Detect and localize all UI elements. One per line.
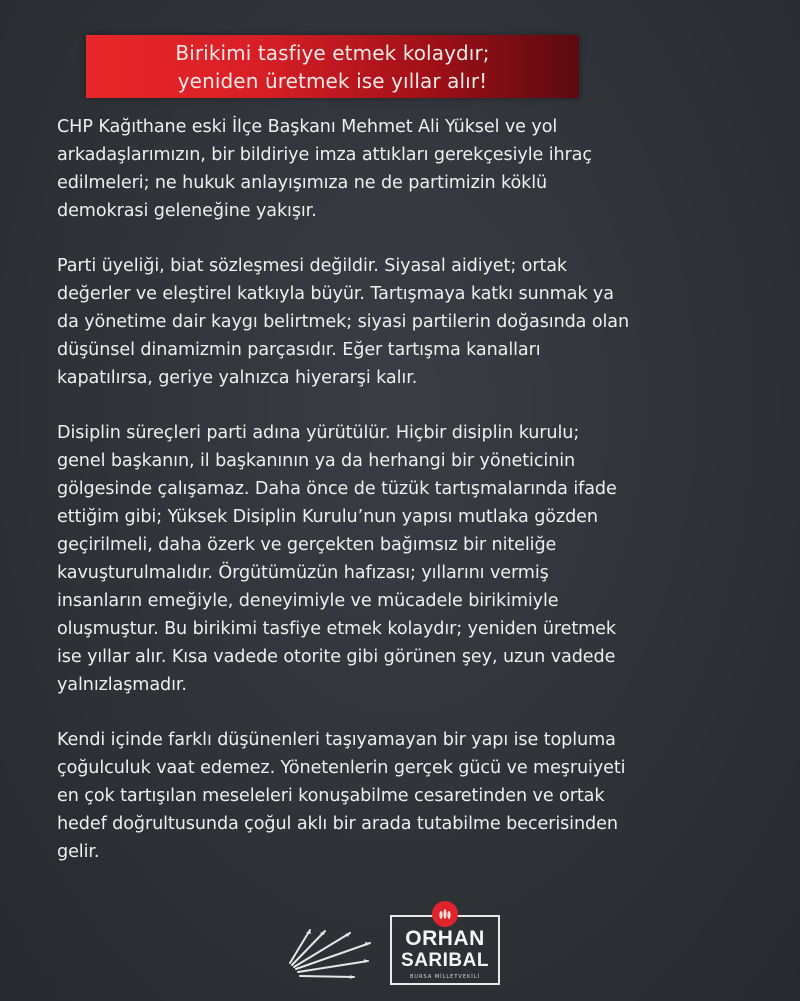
text-line: değerler ve eleştirel katkıyla büyür. Tartışmaya katkı sunmak ya [57, 284, 614, 304]
text-line: yalnızlaşmadır. [57, 675, 187, 695]
text-line: ettiğim gibi; Yüksek Disiplin Kurulu’nun yapısı mutlaka gözden [57, 507, 598, 527]
signature-logo [280, 895, 520, 995]
wheat-emblem-icon [432, 901, 458, 927]
text-line: Disiplin süreçleri parti adına yürütülür. Hiçbir disiplin kurulu; [57, 423, 580, 443]
text-line: gelir. [57, 842, 100, 862]
text-line: kapatılırsa, geriye yalnızca hiyerarşi kalır. [57, 368, 418, 388]
name-first: ORHAN [405, 927, 485, 950]
text-line: edilmeleri; ne hukuk anlayışımıza ne de partimizin köklü [57, 173, 548, 193]
paragraph-2 [57, 252, 757, 392]
text-line: Parti üyeliği, biat sözleşmesi değildir. Siyasal aidiyet; ortak [57, 256, 568, 276]
text-line: geçirilmeli, daha özerk ve gerçekten bağımsız bir niteliğe [57, 535, 557, 555]
text-line: gölgesinde çalışamaz. Daha önce de tüzük tartışmalarında ifade [57, 479, 617, 499]
paragraph-3 [57, 419, 757, 699]
text-line: hedef doğrultusunda çoğul aklı bir arada tutabilme becerisinden [57, 814, 618, 834]
text-line: oluşmuştur. Bu birikimi tasfiye etmek kolaydır; yeniden üretmek [57, 619, 616, 639]
headline-line-2: yeniden üretmek ise yıllar alır! [177, 68, 488, 93]
statement-body [57, 113, 757, 893]
text-line: demokrasi geleneğine yakışır. [57, 201, 317, 221]
name-last: SARIBAL [401, 950, 489, 971]
title-subtitle: BURSA MİLLETVEKİLİ [407, 974, 483, 980]
text-line: insanların emeğiyle, deneyimiyle ve mücadele birikimiyle [57, 591, 559, 611]
text-line: genel başkanın, il başkanının ya da herhangi bir yöneticinin [57, 451, 576, 471]
text-line: CHP Kağıthane eski İlçe Başkanı Mehmet Ali Yüksel ve yol [57, 117, 558, 137]
text-line: düşünsel dinamizmin parçasıdır. Eğer tartışma kanalları [57, 340, 541, 360]
text-line: en çok tartışılan meseleleri konuşabilme cesaretinden ve ortak [57, 786, 605, 806]
headline-banner [86, 35, 579, 98]
paragraph-4 [57, 726, 757, 866]
six-arrows-icon [280, 925, 390, 985]
text-line: ise yıllar alır. Kısa vadede otorite gibi görünen şey, uzun vadede [57, 647, 616, 667]
text-line: arkadaşlarımızın, bir bildiriye imza attıkları gerekçesiyle ihraç [57, 145, 592, 165]
headline-line-1: Birikimi tasfiye etmek kolaydır; [175, 40, 490, 65]
paragraph-1 [57, 113, 757, 225]
text-line: kavuşturulmalıdır. Örgütümüzün hafızası; yıllarını vermiş [57, 563, 549, 583]
text-line: Kendi içinde farklı düşünenleri taşıyamayan bir yapı ise topluma [57, 730, 616, 750]
text-line: çoğulculuk vaat edemez. Yönetenlerin gerçek gücü ve meşruiyeti [57, 758, 626, 778]
text-line: da yönetime dair kaygı belirtmek; siyasi partilerin doğasında olan [57, 312, 630, 332]
